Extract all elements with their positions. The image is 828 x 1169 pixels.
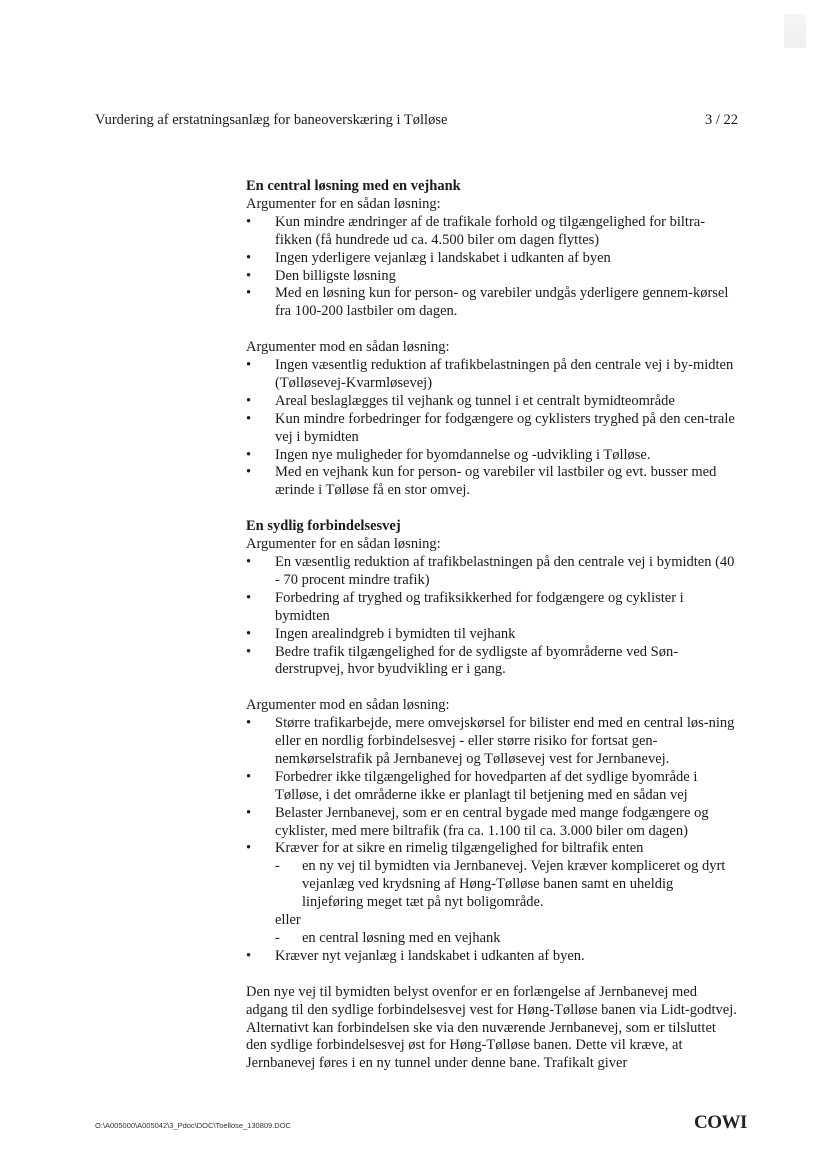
list-item-text: Kræver for at sikre en rimelig tilgængelighed for biltrafik enten — [275, 840, 644, 857]
sub-option: - en central løsning med en vejhank — [275, 930, 738, 948]
body-paragraph: Den nye vej til bymidten belyst ovenfor er en forlængelse af Jernbanevej med adgang til den sydlige forbindelsesvej vest for Høng-Tølløse banen via Lidt-godtvej. Alternativt kan forbindelsen ske via den nuværende Jernbanevej, som er tilsluttet den sydlige forbindelsesvej øst for Høng-Tølløse banen. Dette vil kræve, at Jernbanevej føres i en ny tunnel under denne bane. Trafikalt giver — [246, 983, 737, 1072]
cowi-logo: COWI — [694, 1112, 747, 1133]
document-title: Vurdering af erstatningsanlæg for baneoverskæring i Tølløse — [95, 112, 448, 128]
footer-file-path: O:\A005000\A005042\3_Pdoc\DOC\Toellose_130809.DOC — [95, 1121, 291, 1130]
list-item: • Ingen yderligere vejanlæg i landskabet i udkanten af byen — [246, 250, 738, 268]
page-number: 3 / 22 — [704, 112, 738, 128]
list-item: • Med en vejhank kun for person- og varebiler vil lastbiler og evt. busser med ærinde i Tølløse få en stor omvej. — [246, 464, 738, 500]
for-intro-southern: Argumenter for en sådan løsning: — [246, 536, 441, 553]
list-item: • Forbedring af tryghed og trafiksikkerhed for fodgængere og cyklister i bymidten — [246, 590, 738, 626]
section-title-central: En central løsning med en vejhank — [246, 178, 461, 194]
list-item: • Den billigste løsning — [246, 268, 738, 286]
against-list-southern — [246, 715, 738, 966]
scan-artifact — [784, 14, 806, 48]
list-item — [246, 840, 738, 947]
list-item: • Belaster Jernbanevej, som er en central bygade med mange fodgængere og cyklister, med mere biltrafik (fra ca. 1.100 til ca. 3.000 biler om dagen) — [246, 805, 738, 841]
main-content — [246, 178, 738, 1073]
list-item: • En væsentlig reduktion af trafikbelastningen på den centrale vej i bymidten (40 - 70 procent mindre trafik) — [246, 554, 738, 590]
list-item: • Bedre trafik tilgængelighed for de sydligste af byområderne ved Søn-derstrupvej, hvor byudvikling er i gang. — [246, 644, 738, 680]
list-item: • Kræver nyt vejanlæg i landskabet i udkanten af byen. — [246, 948, 738, 966]
list-item: • Ingen væsentlig reduktion af trafikbelastningen på den centrale vej i by-midten (Tølløsevej-Kvarmløsevej) — [246, 357, 738, 393]
list-item: • Kun mindre ændringer af de trafikale forhold og tilgængelighed for biltra-fikken (få hundrede ud ca. 4.500 biler om dagen flyttes) — [246, 214, 738, 250]
against-intro-central: Argumenter mod en sådan løsning: — [246, 339, 450, 356]
sub-option-list — [275, 858, 738, 912]
for-intro-central: Argumenter for en sådan løsning: — [246, 195, 441, 212]
list-item: • Større trafikarbejde, mere omvejskørsel for bilister end med en central løs-ning eller en nordlig forbindelsesvej - eller større risiko for fortsat gen-nemkørselstrafik på Jernbanevej og Tølløsevej vest for Jernbanevej. — [246, 715, 738, 769]
section-title-southern: En sydlig forbindelsesvej — [246, 518, 401, 535]
against-intro-southern: Argumenter mod en sådan løsning: — [246, 697, 450, 714]
list-item: • Ingen arealindgreb i bymidten til vejhank — [246, 626, 738, 644]
sub-option-list — [275, 930, 738, 948]
list-item: • Kun mindre forbedringer for fodgængere og cyklisters tryghed på den cen-trale vej i bymidten — [246, 411, 738, 447]
sub-or-text: eller — [275, 912, 301, 929]
list-item: • Forbedrer ikke tilgængelighed for hovedparten af det sydlige byområde i Tølløse, i det områderne ikke er planlagt til betjening med en sådan vej — [246, 769, 738, 805]
list-item: • Med en løsning kun for person- og varebiler undgås yderligere gennem-kørsel fra 100-200 lastbiler om dagen. — [246, 285, 738, 321]
for-list-southern — [246, 554, 738, 679]
for-list-central — [246, 214, 738, 321]
page-header — [95, 112, 738, 129]
list-item: • Areal beslaglægges til vejhank og tunnel i et centralt bymidteområde — [246, 393, 738, 411]
sub-option: - en ny vej til bymidten via Jernbanevej. Vejen kræver kompliceret og dyrt vejanlæg ved krydsning af Høng-Tølløse banen samt en uheldig linjeføring meget tæt på nyt boligområde. — [275, 858, 738, 912]
against-list-central — [246, 357, 738, 500]
list-item: • Ingen nye muligheder for byomdannelse og -udvikling i Tølløse. — [246, 447, 738, 465]
